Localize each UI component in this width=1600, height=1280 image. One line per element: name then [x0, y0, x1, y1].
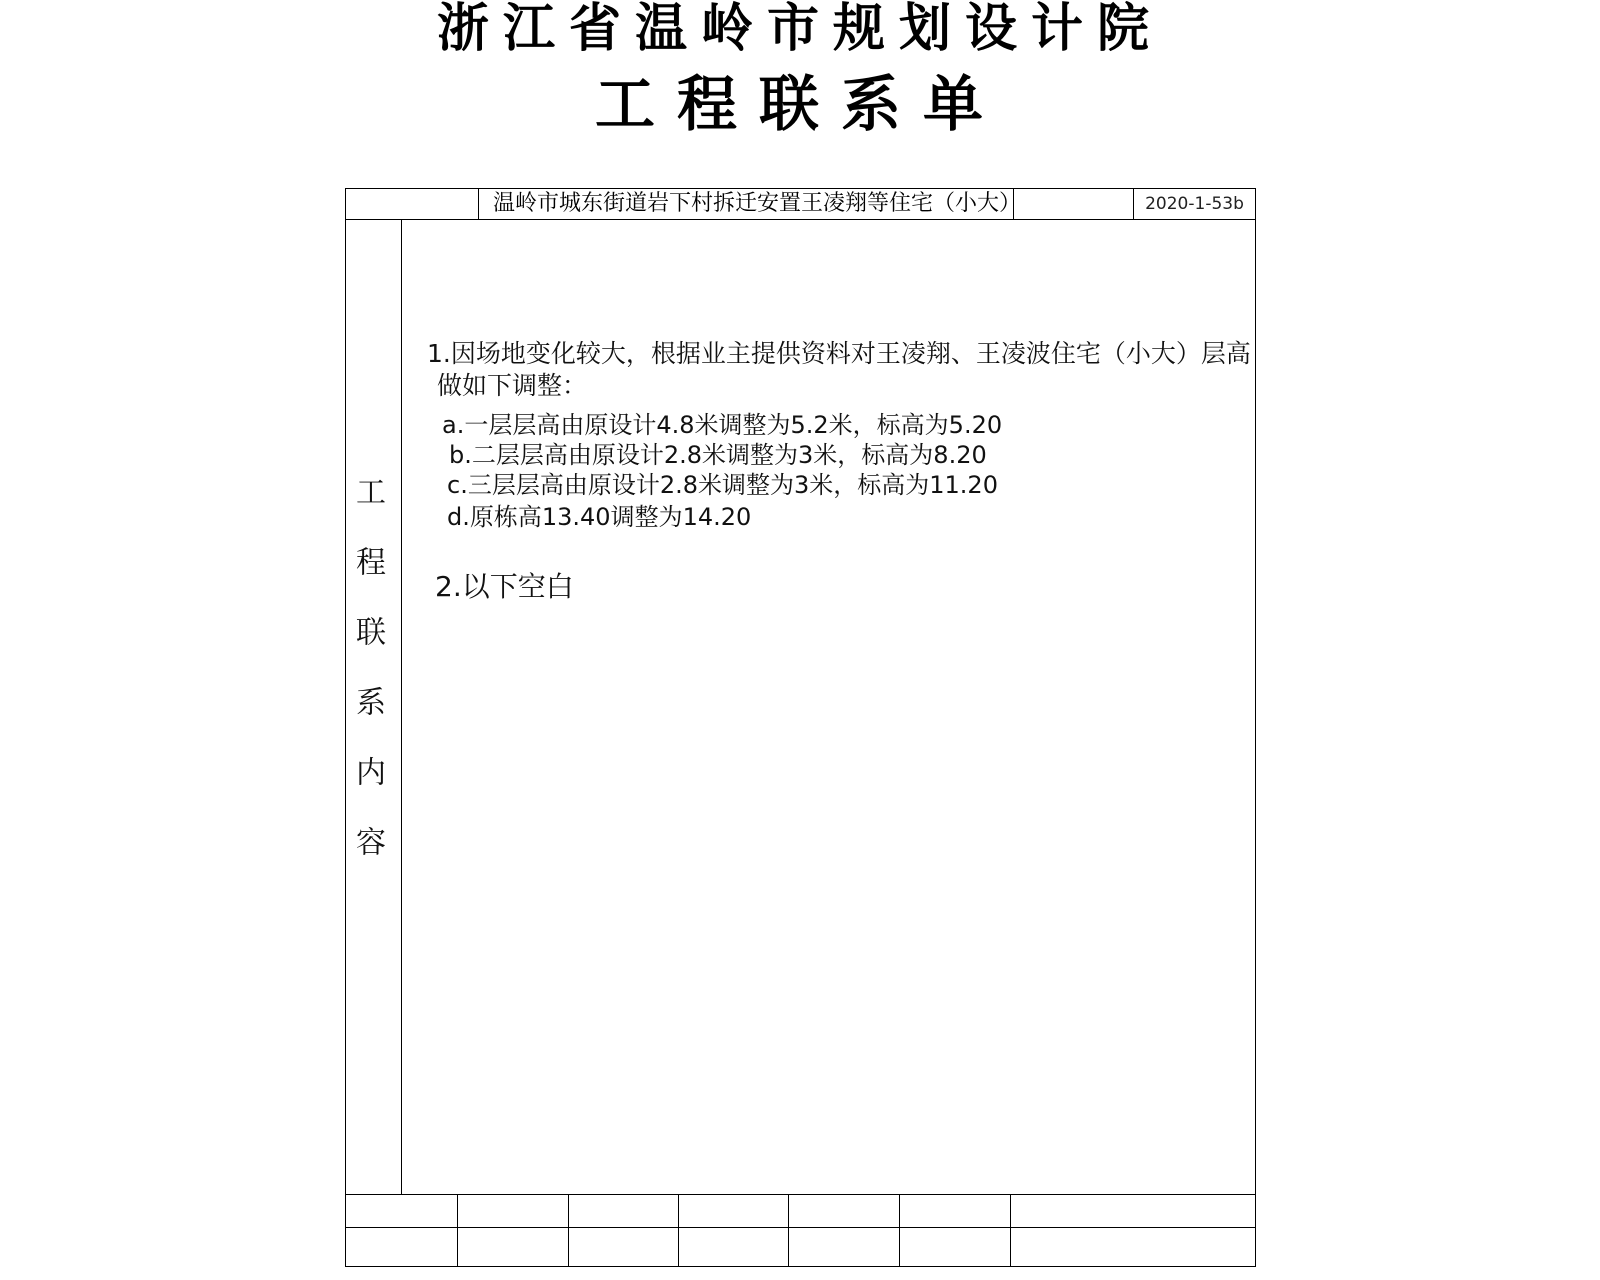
sub-item-c: c.三层层高由原设计2.8米调整为3米，标高为11.20: [447, 471, 998, 499]
side-label: 工程联系内容: [350, 476, 385, 896]
signature-cell: [789, 1195, 900, 1227]
signature-row-1: [346, 1194, 1255, 1227]
signature-cell: [569, 1228, 679, 1266]
signature-cell: [346, 1228, 458, 1266]
organization-title: 浙江省温岭市规划设计院: [436, 0, 1163, 59]
contact-sheet: [345, 188, 1256, 1267]
signature-cell: [789, 1228, 900, 1266]
document-number: 2020-1-53b: [1145, 194, 1244, 214]
sub-item-d: d.原栋高13.40调整为14.20: [447, 503, 752, 531]
content-area: [402, 220, 1255, 1194]
item-1-line-2: 做如下调整：: [437, 371, 588, 400]
item-1-line-1: 1.因场地变化较大，根据业主提供资料对王凌翔、王凌波住宅（小大）层高: [427, 339, 1251, 368]
signature-cell: [458, 1228, 569, 1266]
signature-row-2: [346, 1227, 1255, 1266]
header-blank-cell: [1014, 189, 1134, 219]
sub-item-a: a.一层层高由原设计4.8米调整为5.2米，标高为5.20: [442, 411, 1003, 439]
form-title: 工程联系单: [595, 70, 1005, 140]
signature-cell: [900, 1228, 1011, 1266]
project-name: 温岭市城东街道岩下村拆迁安置王凌翔等住宅（小大）: [479, 189, 1014, 219]
signature-cell: [679, 1195, 789, 1227]
header-blank-cell: [346, 189, 479, 219]
side-label-column: [346, 220, 402, 1194]
signature-cell: [458, 1195, 569, 1227]
signature-cell: [346, 1195, 458, 1227]
signature-cell: [679, 1228, 789, 1266]
item-2: 2.以下空白: [435, 570, 574, 603]
sheet-header-row: [346, 189, 1255, 220]
sub-item-b: b.二层层高由原设计2.8米调整为3米，标高为8.20: [449, 441, 987, 469]
signature-cell: [569, 1195, 679, 1227]
signature-cell: [900, 1195, 1011, 1227]
